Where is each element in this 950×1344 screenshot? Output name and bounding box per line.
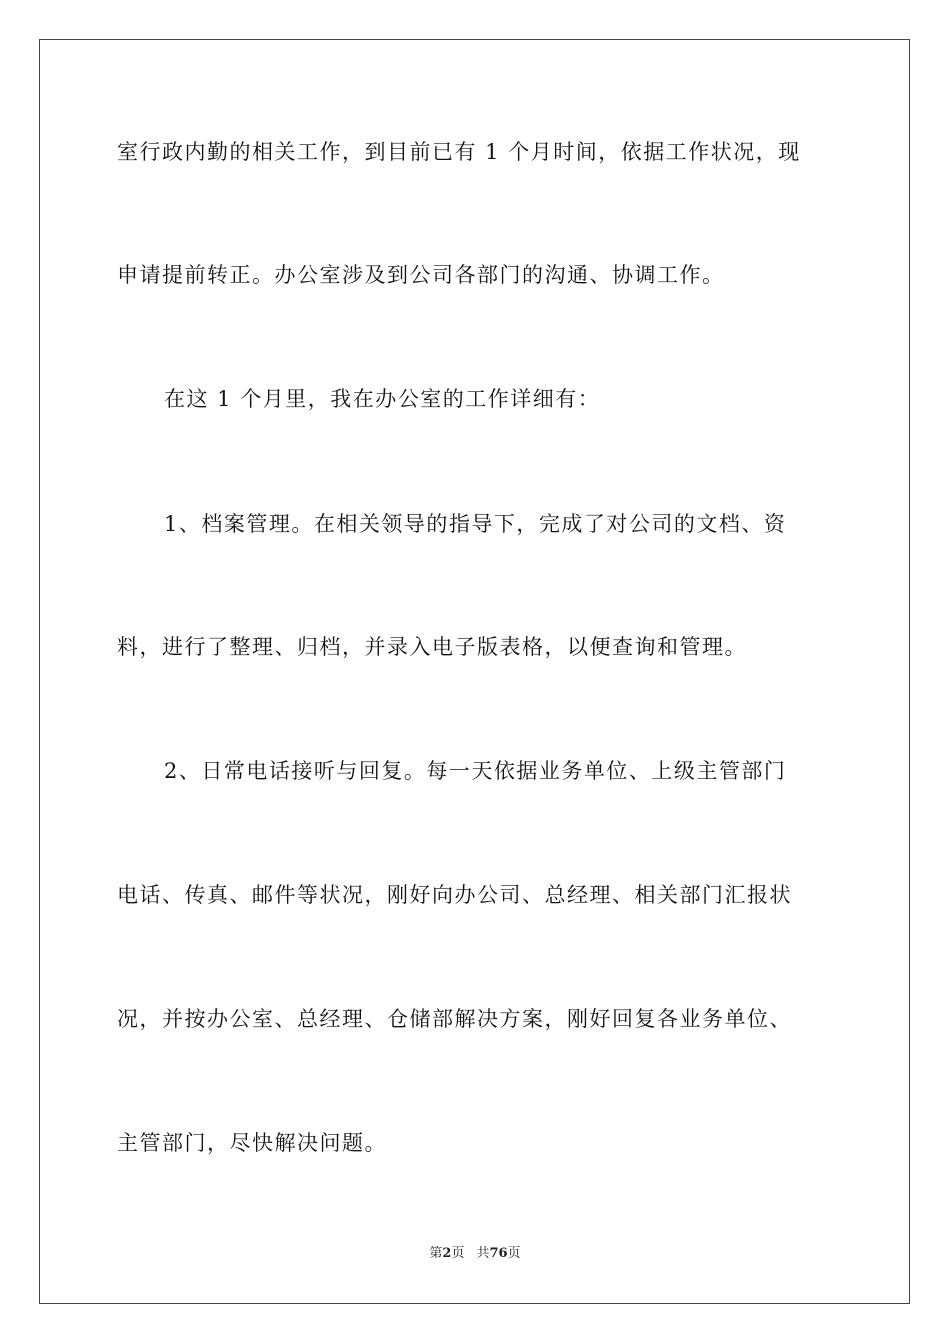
body-line-2: 申请提前转正。办公室涉及到公司各部门的沟通、协调工作。 bbox=[117, 263, 725, 287]
page-frame bbox=[39, 39, 910, 1304]
body-line-7: 电话、传真、邮件等状况，刚好向办公司、总经理、相关部门汇报状 bbox=[117, 883, 792, 907]
body-line-8: 况，并按办公室、总经理、仓储部解决方案，刚好回复各业务单位、 bbox=[117, 1007, 792, 1031]
total-suffix: 页 bbox=[507, 1246, 521, 1261]
body-line-4: 1、档案管理。在相关领导的指导下，完成了对公司的文档、资 bbox=[164, 512, 787, 536]
total-prefix: 共 bbox=[476, 1246, 490, 1261]
body-line-5: 料，进行了整理、归档，并录入电子版表格，以便查询和管理。 bbox=[117, 635, 747, 659]
body-line-1: 室行政内勤的相关工作，到目前已有 1 个月时间，依据工作状况，现 bbox=[117, 140, 801, 164]
body-line-6: 2、日常电话接听与回复。每一天依据业务单位、上级主管部门 bbox=[164, 759, 787, 783]
total-pages: 76 bbox=[489, 1246, 508, 1261]
page-footer bbox=[0, 1245, 950, 1263]
page-suffix: 页 bbox=[451, 1246, 465, 1261]
body-line-9: 主管部门，尽快解决问题。 bbox=[117, 1131, 387, 1155]
page-number: 2 bbox=[442, 1246, 452, 1261]
page-prefix: 第 bbox=[429, 1246, 443, 1261]
body-line-3: 在这 1 个月里，我在办公室的工作详细有： bbox=[164, 387, 601, 411]
